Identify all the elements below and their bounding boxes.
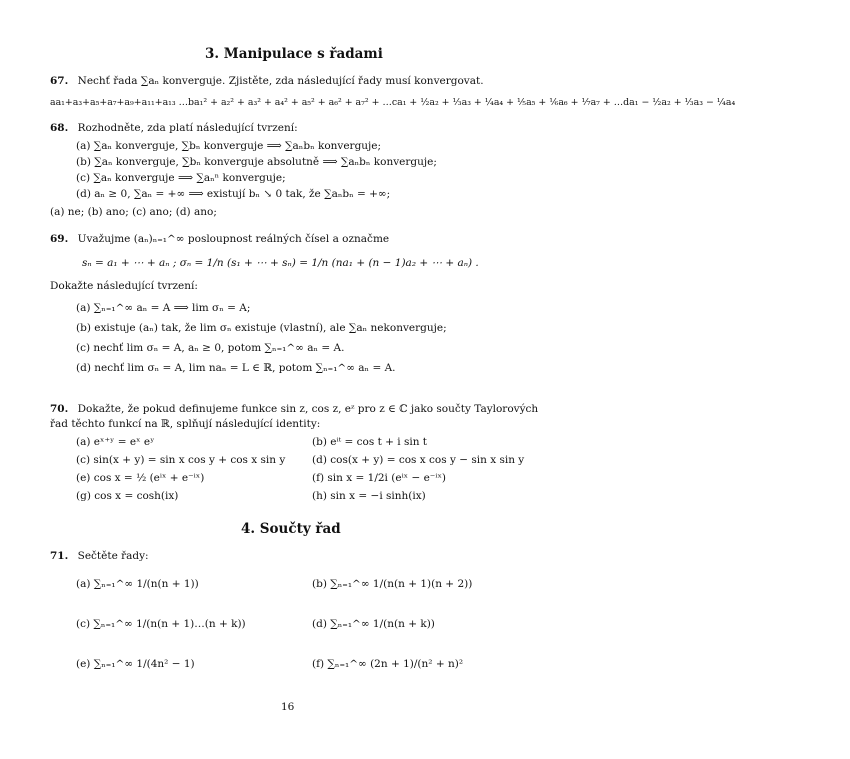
list-item: (c) nechť lim σₙ = A, aₙ ≥ 0, potom ∑ₙ₌₁^∞ aₙ = A. <box>76 342 345 354</box>
formula-line: sₙ = a₁ + ⋯ + aₙ ; σₙ = 1/n (s₁ + ⋯ + sₙ) = 1/n (na₁ + (n − 1)a₂ + ⋯ + aₙ) . <box>82 257 479 269</box>
page-number: 16 <box>281 701 295 713</box>
identity-item: (e) cos x = ½ (eⁱˣ + e⁻ⁱˣ) <box>76 472 205 484</box>
problem-70 <box>50 403 538 416</box>
sum-item: (a) ∑ₙ₌₁^∞ 1/(n(n + 1)) <box>76 578 199 590</box>
answer-line: (a) ne; (b) ano; (c) ano; (d) ano; <box>50 206 217 218</box>
problem-text: Nechť řada ∑aₙ konverguje. Zjistěte, zda následující řady musí konvergovat. <box>77 75 484 87</box>
list-item: (b) existuje (aₙ) tak, že lim σₙ existuje (vlastní), ale ∑aₙ nekonverguje; <box>76 322 447 334</box>
problem-text: Sečtěte řady: <box>77 550 149 562</box>
identity-item: (g) cos x = cosh(ix) <box>76 490 179 502</box>
problem-number: 68. <box>50 122 69 134</box>
list-item: (b) ∑aₙ konverguje, ∑bₙ konverguje absolutně ⟹ ∑aₙbₙ konverguje; <box>76 156 437 168</box>
identity-item: (f) sin x = 1/2i (eⁱˣ − e⁻ⁱˣ) <box>312 472 447 484</box>
problem-text: Dokažte, že pokud definujeme funkce sin z, cos z, eᶻ pro z ∈ ℂ jako součty Taylorových <box>77 403 539 415</box>
problem-number: 70. <box>50 403 69 415</box>
identity-item: (a) eˣ⁺ʸ = eˣ eʸ <box>76 436 155 448</box>
section-title: 3. Manipulace s řadami <box>205 46 383 62</box>
list-item: (c) ∑aₙ konverguje ⟹ ∑aₙⁿ konverguje; <box>76 172 286 184</box>
problem-67 <box>50 75 484 88</box>
problem-69 <box>50 233 389 246</box>
list-item: (a) ∑aₙ konverguje, ∑bₙ konverguje ⟹ ∑aₙbₙ konverguje; <box>76 140 382 152</box>
sum-item: (e) ∑ₙ₌₁^∞ 1/(4n² − 1) <box>76 658 195 670</box>
problem-number: 67. <box>50 75 69 87</box>
problem-text-cont: řad těchto funkcí na ℝ, splňují následující identity: <box>50 418 321 430</box>
problem-text: Rozhodněte, zda platí následující tvrzení: <box>77 122 298 134</box>
problem-subtext: Dokažte následující tvrzení: <box>50 280 198 292</box>
identity-item: (d) cos(x + y) = cos x cos y − sin x sin y <box>312 454 525 466</box>
problem-68 <box>50 122 298 135</box>
problem-number: 71. <box>50 550 69 562</box>
list-item: (d) nechť lim σₙ = A, lim naₙ = L ∈ ℝ, potom ∑ₙ₌₁^∞ aₙ = A. <box>76 362 396 374</box>
problem-text: Uvažujme (aₙ)ₙ₌₁^∞ posloupnost reálných čísel a označme <box>77 233 390 245</box>
sum-item: (b) ∑ₙ₌₁^∞ 1/(n(n + 1)(n + 2)) <box>312 578 473 590</box>
identity-item: (h) sin x = −i sinh(ix) <box>312 490 426 502</box>
list-item: (d) aₙ ≥ 0, ∑aₙ = +∞ ⟹ existují bₙ ↘ 0 tak, že ∑aₙbₙ = +∞; <box>76 188 391 200</box>
identity-item: (c) sin(x + y) = sin x cos y + cos x sin y <box>76 454 286 466</box>
section-title: 4. Součty řad <box>241 521 341 537</box>
sum-item: (c) ∑ₙ₌₁^∞ 1/(n(n + 1)…(n + k)) <box>76 618 246 630</box>
problem-number: 69. <box>50 233 69 245</box>
problem-67-series-line: aa₁+a₃+a₅+a₇+a₉+a₁₁+a₁₃ …ba₁² + a₂² + a₃² + a₄² + a₅² + a₆² + a₇² + …ca₁ + ½a₂ + ⅓a₃ + ¼a₄ + ⅕a₅ + ⅙a₆ + ⅐a₇ + …da₁ − ½a₂ + ⅓a₃ − ¼a₄ <box>50 97 736 108</box>
identity-item: (b) eⁱᵗ = cos t + i sin t <box>312 436 428 448</box>
sum-item: (f) ∑ₙ₌₁^∞ (2n + 1)/(n² + n)² <box>312 658 464 670</box>
list-item: (a) ∑ₙ₌₁^∞ aₙ = A ⟹ lim σₙ = A; <box>76 302 251 314</box>
sum-item: (d) ∑ₙ₌₁^∞ 1/(n(n + k)) <box>312 618 435 630</box>
problem-71 <box>50 550 149 563</box>
